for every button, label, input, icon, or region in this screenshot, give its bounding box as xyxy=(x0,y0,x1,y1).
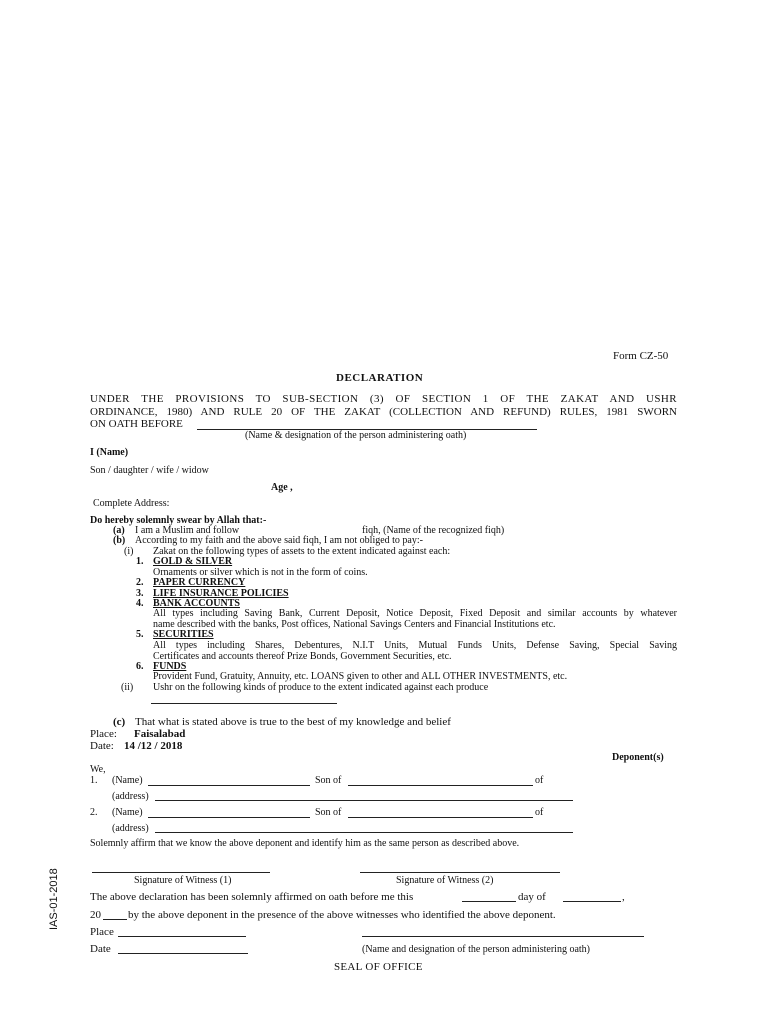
witness-son-of-label: Son of xyxy=(315,775,342,786)
signature-line-2 xyxy=(360,872,560,873)
clause-b-mark: (b) xyxy=(113,535,126,546)
place-value: Faisalabad xyxy=(134,728,186,740)
officer-caption: (Name and designation of the person administering oath) xyxy=(362,944,590,955)
swear-heading: Do hereby solemnly swear by Allah that:- xyxy=(90,515,267,526)
asset-description: All types including Saving Bank, Current Deposit, Notice Deposit, Fixed Deposit and similar accounts by whatever xyxy=(153,608,677,619)
witness-father-line xyxy=(348,785,533,786)
sub-ii-text: Ushr on the following kinds of produce to the extent indicated against each produce xyxy=(153,682,489,693)
asset-title: PAPER CURRENCY xyxy=(153,577,246,588)
fiqh-text: fiqh, (Name of the recognized fiqh) xyxy=(362,525,505,536)
side-document-code: IAS-01-2018 xyxy=(48,868,60,930)
place-label: Place: xyxy=(90,728,117,740)
asset-description: All types including Shares, Debentures, N.I.T Units, Mutual Funds Units, Defense Saving, Special Saving xyxy=(153,640,677,651)
day-line xyxy=(462,901,516,902)
clause-b-text: According to my faith and the above said fiqh, I am not obliged to pay:- xyxy=(135,535,423,546)
witness-of-label: of xyxy=(535,775,544,786)
witness-address-line xyxy=(155,832,573,833)
clause-a-mark: (a) xyxy=(113,525,125,536)
witness-son-of-label: Son of xyxy=(315,807,342,818)
intro-line-2: ORDINANCE, 1980) AND RULE 20 OF THE ZAKAT (COLLECTION AND REFUND) RULES, 1981 SWORN xyxy=(90,406,677,418)
asset-title: LIFE INSURANCE POLICIES xyxy=(153,588,289,599)
date-2-label: Date xyxy=(90,943,111,955)
intro-line-3: ON OATH BEFORE xyxy=(90,418,183,430)
form-number: Form CZ-50 xyxy=(613,350,669,362)
seal-of-office: SEAL OF OFFICE xyxy=(334,961,423,973)
attestation-text-2: by the above deponent in the presence of the above witnesses who identified the above deponent. xyxy=(128,909,556,921)
date-value: 14 /12 / 2018 xyxy=(124,740,183,752)
year-prefix: 20 xyxy=(90,909,101,921)
witness-address-label: (address) xyxy=(112,791,149,802)
month-line xyxy=(563,901,621,902)
we-label: We, xyxy=(90,764,106,775)
asset-description: Provident Fund, Gratuity, Annuity, etc. LOANS given to other and ALL OTHER INVESTMENTS, etc. xyxy=(153,671,568,682)
asset-number: 5. xyxy=(136,629,144,640)
sub-i-text: Zakat on the following types of assets to the extent indicated against each: xyxy=(153,546,451,557)
asset-title: SECURITIES xyxy=(153,629,214,640)
asset-number: 3. xyxy=(136,588,144,599)
asset-title: BANK ACCOUNTS xyxy=(153,598,240,609)
witness-2-signature-label: Signature of Witness (2) xyxy=(396,875,494,886)
clause-c-text: That what is stated above is true to the best of my knowledge and belief xyxy=(135,716,451,728)
place-2-label: Place xyxy=(90,926,114,938)
name-label: I (Name) xyxy=(90,447,129,458)
witness-number: 1. xyxy=(90,775,98,786)
clause-a-text: I am a Muslim and follow xyxy=(135,525,240,536)
date-label: Date: xyxy=(90,740,114,752)
witness-number: 2. xyxy=(90,807,98,818)
sub-i-mark: (i) xyxy=(124,546,134,557)
witness-1-signature-label: Signature of Witness (1) xyxy=(134,875,232,886)
asset-number: 2. xyxy=(136,577,144,588)
witness-name-line xyxy=(148,817,310,818)
affirm-text: Solemnly affirm that we know the above deponent and identify him as the same person as described above. xyxy=(90,838,520,849)
asset-title: GOLD & SILVER xyxy=(153,556,233,567)
witness-name-label: (Name) xyxy=(112,775,143,786)
officer-line xyxy=(362,936,644,937)
signature-line-1 xyxy=(92,872,270,873)
address-label: Complete Address: xyxy=(93,498,170,509)
deponent-label: Deponent(s) xyxy=(612,752,664,763)
oath-caption: (Name & designation of the person administering oath) xyxy=(245,430,467,441)
asset-description: Ornaments or silver which is not in the form of coins. xyxy=(153,567,368,578)
attestation-text: The above declaration has been solemnly affirmed on oath before me this xyxy=(90,891,414,903)
asset-number: 1. xyxy=(136,556,144,567)
comma: , xyxy=(622,891,625,903)
age-label: Age , xyxy=(271,482,293,493)
asset-number: 4. xyxy=(136,598,144,609)
witness-of-label: of xyxy=(535,807,544,818)
date-2-line xyxy=(118,953,248,954)
witness-address-line xyxy=(155,800,573,801)
produce-line xyxy=(151,703,337,704)
witness-address-label: (address) xyxy=(112,823,149,834)
page-title: DECLARATION xyxy=(336,372,424,384)
day-of-label: day of xyxy=(518,891,546,903)
place-2-line xyxy=(118,936,246,937)
clause-c-mark: (c) xyxy=(113,716,126,728)
asset-description: Certificates and accounts thereof Prize Bonds, Government Securities, etc. xyxy=(153,651,452,662)
sub-ii-mark: (ii) xyxy=(121,682,134,693)
asset-description: name described with the banks, Post offices, National Savings Centers and Financial Institutions etc. xyxy=(153,619,556,630)
witness-father-line xyxy=(348,817,533,818)
intro-line-1: UNDER THE PROVISIONS TO SUB-SECTION (3) OF SECTION 1 OF THE ZAKAT AND USHR xyxy=(90,393,677,405)
asset-title: FUNDS xyxy=(153,661,187,672)
witness-name-line xyxy=(148,785,310,786)
asset-number: 6. xyxy=(136,661,144,672)
relation-label: Son / daughter / wife / widow xyxy=(90,465,209,476)
year-line xyxy=(103,919,127,920)
witness-name-label: (Name) xyxy=(112,807,143,818)
